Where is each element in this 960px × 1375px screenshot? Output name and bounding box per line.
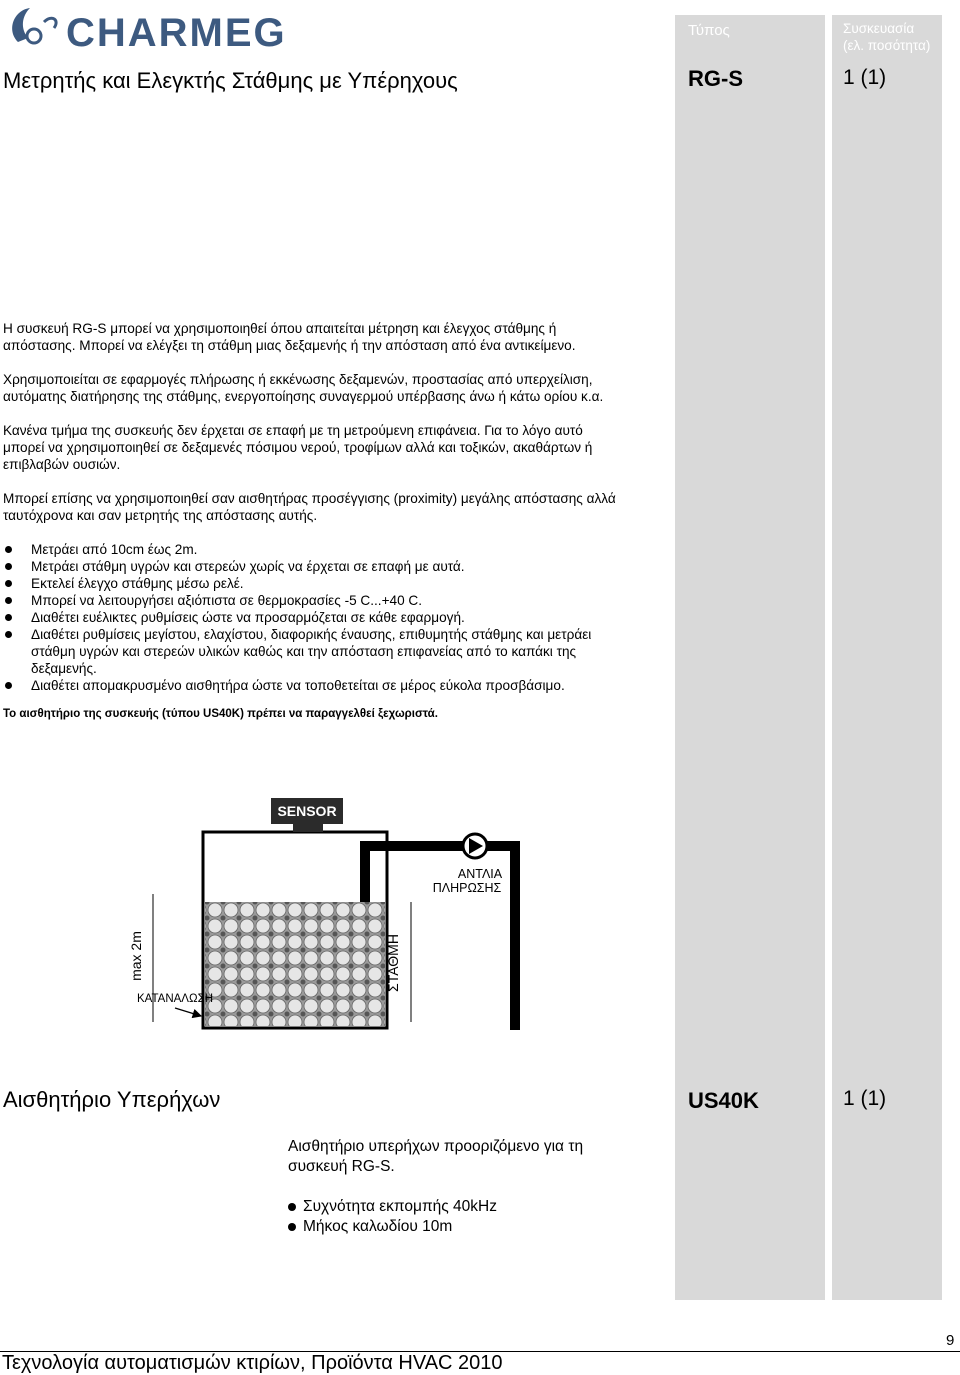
sensor-neck [293, 824, 323, 832]
paragraph-4: Μπορεί επίσης να χρησιμοποιηθεί σαν αισθητήρας προσέγγισης (proximity) μεγάλης απόστασης αλλά ταυτόχρονα και σαν μετρητής της απόστασης αυτής. [3, 491, 616, 523]
tank-diagram [95, 790, 535, 1030]
consumption-label: ΚΑΤΑΝΑΛΩΣΗ [137, 993, 213, 1005]
footer-text: Τεχνολογία αυτοματισμών κτιρίων, Προϊόντα HVAC 2010 [2, 1352, 503, 1374]
page-number: 9 [946, 1332, 955, 1349]
paragraph-2: Χρησιμοποιείται σε εφαρμογές πλήρωσης ή εκκένωσης δεξαμενών, προστασίας από υπερχείλιση, αυτόματης διατήρησης της στάθμης, ενεργοποίησης συναγερμού υπέρβασης άνω ή κάτω ορίου κ.α. [3, 372, 604, 404]
product2-title: Αισθητήριο Υπερήχων [3, 1087, 221, 1112]
pack-label-line2: (ελ. ποσότητα) [843, 38, 931, 53]
product1-title: Μετρητής και Ελεγκτής Στάθμης με Υπέρηχους [3, 68, 458, 93]
product1-code: RG-S [688, 66, 743, 91]
type-column-label: Τύπος [688, 22, 730, 39]
product2-qty: 1 (1) [843, 1087, 887, 1110]
product2-description [288, 1137, 628, 1237]
feature-item: Διαθέτει ευέλικτες ρυθμίσεις ώστε να προσαρμόζεται σε κάθε εφαρμογή. [3, 609, 618, 626]
brand-logo [4, 2, 324, 54]
product2-text: Αισθητήριο υπερήχων προοριζόμενο για τη συσκευή RG-S. [288, 1138, 584, 1175]
pack-column-label [843, 20, 930, 54]
feature-item: Διαθέτει ρυθμίσεις μεγίστου, ελαχίστου, διαφορικής έναυσης, επιθυμητής στάθμης και μετράει στάθμη υγρών και στερεών υλικών καθώς και την απόσταση επιφανείας από το καπάκι της δεξαμενής. [3, 626, 618, 677]
sensor-label: SENSOR [277, 803, 337, 819]
paragraph-1: Η συσκευή RG-S μπορεί να χρησιμοποιηθεί όπου απαιτείται μέτρηση και έλεγχος στάθμης ή απόστασης. Μπορεί να ελέγξει τη στάθμη μιας δεξαμενής ή την απόσταση από ένα αντικείμενο. [3, 321, 576, 353]
pump-label-line2: ΠΛΗΡΩΣΗΣ [432, 881, 502, 895]
pump-label-line1: ΑΝΤΛΙΑ [457, 867, 503, 881]
level-label: ΣΤΑΘΜΗ [385, 934, 401, 992]
order-note: Το αισθητήριο της συσκευής (τύπου US40K) πρέπει να παραγγελθεί ξεχωριστά. [3, 708, 438, 720]
feature-item: Συχνότητα εκπομπής 40kHz [288, 1197, 628, 1217]
product2-feature-list [288, 1197, 628, 1237]
consumption-arrow [175, 1008, 201, 1016]
feature-item: Εκτελεί έλεγχο στάθμης μέσω ρελέ. [3, 575, 618, 592]
range-label: max 2m [128, 931, 144, 981]
product1-qty: 1 (1) [843, 66, 887, 89]
product1-feature-list [3, 541, 618, 694]
charmeg-logo-icon [4, 2, 324, 54]
feature-item: Μετράει από 10cm έως 2m. [3, 541, 618, 558]
feature-item: Διαθέτει απομακρυσμένο αισθητήρα ώστε να τοποθετείται σε μέρος εύκολα προσβάσιμο. [3, 677, 618, 694]
feature-item: Μετράει στάθμη υγρών και στερεών χωρίς να έρχεται σε επαφή με αυτά. [3, 558, 618, 575]
svg-text:CHARMEG: CHARMEG [66, 11, 287, 54]
product2-code: US40K [688, 1088, 759, 1113]
feature-item: Μήκος καλωδίου 10m [288, 1217, 628, 1237]
tank-diagram-svg [95, 790, 535, 1030]
paragraph-3: Κανένα τμήμα της συσκευής δεν έρχεται σε επαφή με τη μετρούμενη επιφάνεια. Για το λόγο αυτό μπορεί να χρησιμοποιηθεί σε δεξαμενές πόσιμου νερού, τροφίμων αλλά και τοξικών, ακαθάρτων ή επιβλαβών ουσιών. [3, 423, 593, 472]
feature-item: Μπορεί να λειτουργήσει αξιόπιστα σε θερμοκρασίες -5 C...+40 C. [3, 592, 618, 609]
pack-label-line1: Συσκευασία [843, 21, 915, 36]
tank-content [205, 902, 385, 1026]
product1-description [3, 320, 618, 720]
